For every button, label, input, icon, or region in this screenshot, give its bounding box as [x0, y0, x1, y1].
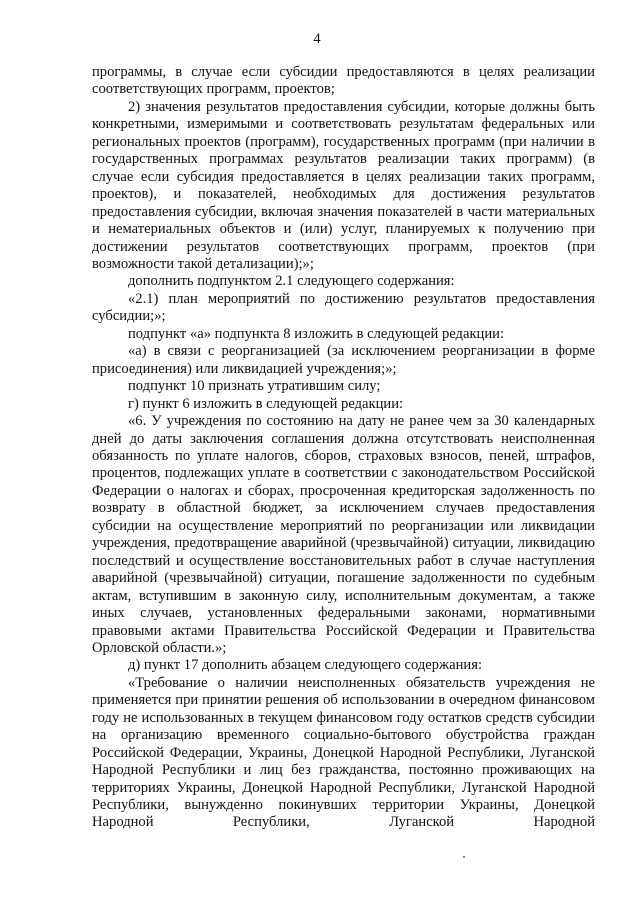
paragraph-1: программы, в случае если субсидии предоставляются в целях реализации соответствующих программ, проектов;: [92, 64, 595, 98]
paragraph-5: подпункт «а» подпункта 8 изложить в следующей редакции:: [128, 325, 505, 342]
page-number: 4: [313, 31, 321, 47]
paragraph-10: д) пункт 17 дополнить абзацем следующего содержания:: [128, 657, 483, 674]
paragraph-9: «6. У учреждения по состоянию на дату не ранее чем за 30 календарных дней до даты заключения соглашения должна отсутствовать неисполненная обязанность по уплате налогов, сборов, страховых взносов, пеней, штрафов, процентов, подлежащих уплате в соответствии с законодательством Российской Федерации о налогах и сборах, просроченная кредиторская задолженность по возврату в областной бюджет, за исключением случаев предоставления субсидии на осуществление мероприятий по реорганизации или ликвидации учреждения, предотвращение аварийной (чрезвычайной) ситуации, ликвидацию последствий и осуществление восстановительных работ в случае наступления аварийной (чрезвычайной) ситуации, погашение задолженности по судебным актам, вступившим в законную силу, исполнительным документам, а также иных случаев, установленных федеральными законами, нормативными правовыми актами Правительства Российской Федерации и Правительства Орловской области.»;: [92, 413, 595, 656]
paragraph-4: «2.1) план мероприятий по достижению результатов предоставления субсидии;»;: [92, 290, 595, 325]
paragraph-6: «а) в связи с реорганизацией (за исключением реорганизации в форме присоединения) или ликвидацией учреждения;»;: [92, 343, 595, 377]
paragraph-2: 2) значения результатов предоставления субсидии, которые должны быть конкретными, измеримыми и соответствовать результатам федеральных или региональных проектов (программ), государственных программ (при наличии в государственных программах результатов реализации таких программ) (в случае если субсидия предоставляется в целях реализации таких программ, проектов), и показателей, необходимых для достижения результатов предоставления субсидии, включая значения показателей в части материальных и нематериальных объектов и (или) услуг, планируемых к получению при достижении результатов соответствующих программ, проектов (при возможности такой детализации);»;: [92, 98, 595, 272]
scan-speck: [463, 856, 465, 858]
paragraph-7: подпункт 10 признать утратившим силу;: [128, 378, 381, 395]
paragraph-3: дополнить подпунктом 2.1 следующего содержания:: [128, 273, 455, 290]
document-body: [92, 64, 595, 832]
paragraph-8: г) пункт 6 изложить в следующей редакции:: [128, 395, 404, 412]
paragraph-11: «Требование о наличии неисполненных обязательств учреждения не применяется при принятии решения об использовании в очередном финансовом году не использованных в текущем финансовом году остатков средств субсидии на организацию временного социально-бытового обустройства граждан Российской Федерации, Украины, Донецкой Народной Республики, Луганской Народной Республики и лиц без гражданства, постоянно проживающих на территориях Украины, Донецкой Народной Республики, Луганской Народной Республики, вынужденно покинувших территории Украины, Донецкой Народной Республики, Луганской Народной: [92, 674, 595, 831]
